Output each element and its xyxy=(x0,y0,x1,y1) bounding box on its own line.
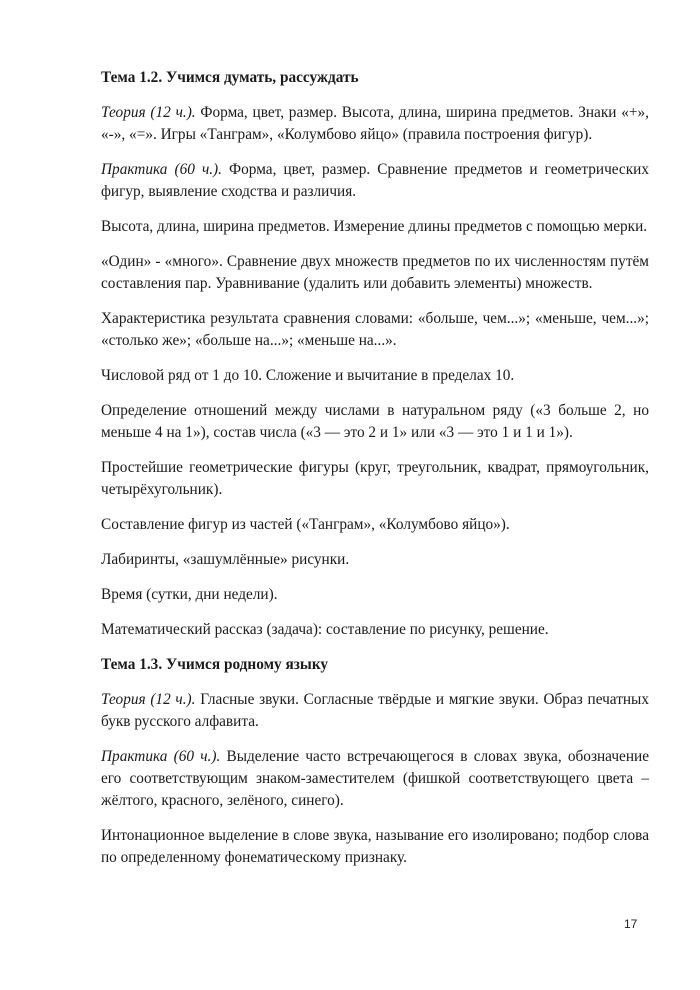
paragraph: Интонационное выделение в слове звука, называние его изолировано; подбор слова по определенному фонематическому признаку. xyxy=(101,827,649,866)
paragraph: Математический рассказ (задача): составление по рисунку, решение. xyxy=(101,621,549,638)
page-number: 17 xyxy=(624,917,638,931)
paragraph: Определение отношений между числами в натуральном ряду («3 больше 2, но меньше 4 на 1»), состав числа («3 — это 2 и 1» или «3 — это 1 и 1 и 1»). xyxy=(101,402,649,441)
theory-label: Теория (12 ч.). xyxy=(101,691,196,708)
paragraph: Составление фигур из частей («Танграм», «Колумбово яйцо»). xyxy=(101,516,510,533)
practice-text: Форма, цвет, размер. Сравнение предметов и геометрических фигур, выявление сходства и различия. xyxy=(101,161,649,200)
section-heading-1-3: Тема 1.3. Учимся родному языку xyxy=(101,656,329,673)
practice-text: Выделение часто встречающегося в словах звука, обозначение его соответствующим знаком-заместителем (фишкой соответствующего цвета – жёлтого, красного, зелёного, синего). xyxy=(101,748,649,809)
practice-label: Практика (60 ч.). xyxy=(101,161,222,178)
paragraph: Высота, длина, ширина предметов. Измерение длины предметов с помощью мерки. xyxy=(101,218,648,235)
practice-paragraph-1-2 xyxy=(101,159,649,203)
practice-label: Практика (60 ч.). xyxy=(101,748,221,765)
theory-text: Гласные звуки. Согласные твёрдые и мягкие звуки. Образ печатных букв русского алфавита. xyxy=(101,691,649,730)
theory-text: Форма, цвет, размер. Высота, длина, ширина предметов. Знаки «+», «-», «=». Игры «Танграм», «Колумбово яйцо» (правила построения фигур). xyxy=(101,104,650,143)
section-heading-1-2: Тема 1.2. Учимся думать, рассуждать xyxy=(101,69,359,86)
paragraph: Время (сутки, дни недели). xyxy=(101,586,278,603)
paragraph: Простейшие геометрические фигуры (круг, треугольник, квадрат, прямоугольник, четырёхугольник). xyxy=(101,459,649,498)
theory-paragraph-1-3 xyxy=(101,689,649,733)
paragraph: «Один» - «много». Сравнение двух множеств предметов по их численностям путём составления пар. Уравнивание (удалить или добавить элементы) множеств. xyxy=(101,253,649,292)
practice-paragraph-1-3 xyxy=(101,746,649,812)
theory-paragraph-1-2 xyxy=(101,102,649,146)
paragraph: Лабиринты, «зашумлённые» рисунки. xyxy=(101,551,350,568)
paragraph: Числовой ряд от 1 до 10. Сложение и вычитание в пределах 10. xyxy=(101,367,515,384)
theory-label: Теория (12 ч.). xyxy=(101,104,196,121)
paragraph: Характеристика результата сравнения словами: «больше, чем...»; «меньше, чем...»; «столько же»; «больше на...»; «меньше на...». xyxy=(101,310,649,349)
page-content xyxy=(101,67,649,882)
